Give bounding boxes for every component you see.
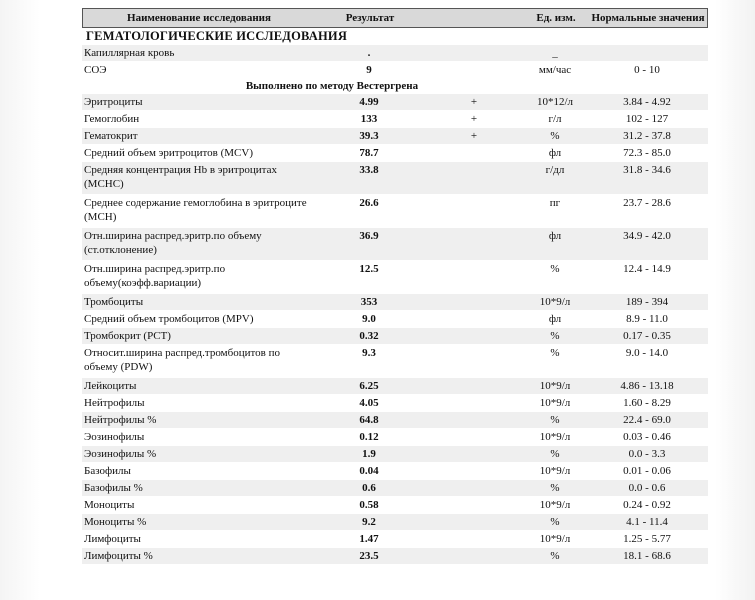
test-unit: 10*9/л bbox=[539, 465, 571, 477]
test-result: 9 bbox=[366, 64, 372, 76]
test-unit: % bbox=[550, 330, 560, 342]
test-name: Эозинофилы bbox=[84, 431, 145, 443]
table-row bbox=[82, 480, 708, 497]
reference-range: 1.60 - 8.29 bbox=[623, 397, 671, 409]
table-row bbox=[82, 261, 708, 294]
test-unit: 10*9/л bbox=[539, 431, 571, 443]
test-name: Моноциты % bbox=[84, 516, 147, 528]
test-unit: 10*9/л bbox=[539, 296, 571, 308]
reference-range bbox=[586, 45, 708, 46]
test-result: 0.32 bbox=[359, 330, 379, 342]
test-unit: % bbox=[550, 516, 560, 528]
reference-range: 12.4 - 14.9 bbox=[623, 263, 671, 275]
test-name: Капиллярная кровь bbox=[84, 47, 175, 59]
reference-range: 4.1 - 11.4 bbox=[626, 516, 668, 528]
reference-range: 1.25 - 5.77 bbox=[623, 533, 671, 545]
test-name: Средний объем тромбоцитов (MPV) bbox=[84, 313, 254, 325]
test-name: Гемоглобин bbox=[84, 113, 140, 125]
result-flag bbox=[424, 145, 524, 146]
reference-range: 102 - 127 bbox=[625, 113, 669, 125]
test-result: 0.12 bbox=[359, 431, 379, 443]
test-unit: фл bbox=[548, 230, 562, 242]
test-unit: % bbox=[550, 130, 560, 142]
test-unit: фл bbox=[548, 313, 562, 325]
result-flag bbox=[424, 328, 524, 329]
reference-range: 31.8 - 34.6 bbox=[623, 164, 671, 176]
result-flag bbox=[424, 446, 524, 447]
test-name: Нейтрофилы bbox=[84, 397, 145, 409]
test-result: 23.5 bbox=[359, 550, 379, 562]
test-name: Среднее содержание гемоглобина в эритроците (MCH) bbox=[84, 197, 307, 223]
table-row bbox=[82, 94, 708, 111]
table-row bbox=[82, 228, 708, 261]
test-result: 4.99 bbox=[359, 96, 379, 108]
reference-range: 34.9 - 42.0 bbox=[623, 230, 671, 242]
table-row bbox=[82, 345, 708, 378]
test-result: 9.0 bbox=[362, 313, 376, 325]
result-flag bbox=[424, 294, 524, 295]
test-name: Лейкоциты bbox=[84, 380, 137, 392]
test-result: 26.6 bbox=[359, 197, 379, 209]
result-flag: + bbox=[470, 96, 478, 108]
test-unit: % bbox=[550, 414, 560, 426]
table-row bbox=[82, 378, 708, 395]
test-name: Базофилы % bbox=[84, 482, 143, 494]
reference-range: 8.9 - 11.0 bbox=[626, 313, 668, 325]
test-name: Тромбокрит (PCT) bbox=[84, 330, 171, 342]
test-result: 6.25 bbox=[359, 380, 379, 392]
result-flag bbox=[424, 45, 524, 46]
result-flag bbox=[424, 378, 524, 379]
test-name: Средняя концентрация Hb в эритроцитах (MCHC) bbox=[84, 164, 277, 190]
table-row bbox=[82, 145, 708, 162]
reference-range: 18.1 - 68.6 bbox=[623, 550, 671, 562]
reference-range: 0.17 - 0.35 bbox=[623, 330, 671, 342]
test-name: Отн.ширина распред.эритр.по объему (ст.отклонение) bbox=[84, 230, 262, 256]
test-result: 0.04 bbox=[359, 465, 379, 477]
test-result: 353 bbox=[360, 296, 378, 308]
test-result: 33.8 bbox=[359, 164, 379, 176]
result-flag bbox=[424, 514, 524, 515]
test-name: Отн.ширина распред.эритр.по объему(коэфф.вариации) bbox=[84, 263, 226, 289]
table-row bbox=[82, 429, 708, 446]
reference-range: 72.3 - 85.0 bbox=[623, 147, 671, 159]
result-flag: + bbox=[470, 130, 478, 142]
header-unit: Ед. изм. bbox=[536, 12, 576, 24]
test-unit: % bbox=[550, 550, 560, 562]
table-row bbox=[82, 497, 708, 514]
test-result: 0.6 bbox=[362, 482, 376, 494]
result-flag: + bbox=[470, 113, 478, 125]
test-result: 64.8 bbox=[359, 414, 379, 426]
table-row bbox=[82, 328, 708, 345]
result-flag bbox=[424, 429, 524, 430]
test-result: 4.05 bbox=[359, 397, 379, 409]
lab-results-sheet bbox=[82, 8, 708, 565]
test-name: СОЭ bbox=[84, 64, 107, 76]
result-flag bbox=[424, 195, 524, 196]
test-result: 9.2 bbox=[362, 516, 376, 528]
test-unit: % bbox=[550, 263, 560, 275]
table-row bbox=[82, 128, 708, 145]
result-flag bbox=[424, 395, 524, 396]
test-unit: пг bbox=[549, 197, 561, 209]
table-header bbox=[82, 8, 708, 28]
reference-range: 9.0 - 14.0 bbox=[625, 347, 669, 359]
test-name: Тромбоциты bbox=[84, 296, 144, 308]
test-unit: % bbox=[550, 448, 560, 460]
result-flag bbox=[424, 261, 524, 262]
header-norm: Нормальные значения bbox=[591, 12, 705, 24]
test-unit: г/л bbox=[548, 113, 562, 125]
result-flag bbox=[424, 497, 524, 498]
table-row bbox=[82, 195, 708, 228]
result-flag bbox=[424, 228, 524, 229]
reference-range: 0.0 - 3.3 bbox=[628, 448, 666, 460]
test-unit: 10*9/л bbox=[539, 499, 571, 511]
result-flag bbox=[424, 162, 524, 163]
test-name: Эритроциты bbox=[84, 96, 143, 108]
test-unit: 10*9/л bbox=[539, 397, 571, 409]
table-row bbox=[82, 531, 708, 548]
test-name: Относит.ширина распред.тромбоцитов по объему (PDW) bbox=[84, 347, 280, 373]
header-name: Наименование исследования bbox=[127, 12, 271, 24]
test-name: Лимфоциты % bbox=[84, 550, 153, 562]
reference-range: 0.24 - 0.92 bbox=[623, 499, 671, 511]
table-row bbox=[82, 548, 708, 565]
result-flag bbox=[424, 531, 524, 532]
table-row bbox=[82, 514, 708, 531]
result-flag bbox=[424, 463, 524, 464]
test-unit: г/дл bbox=[545, 164, 565, 176]
section-title: ГЕМАТОЛОГИЧЕСКИЕ ИССЛЕДОВАНИЯ bbox=[86, 29, 348, 43]
reference-range: 31.2 - 37.8 bbox=[623, 130, 671, 142]
test-unit: 10*9/л bbox=[539, 380, 571, 392]
table-row bbox=[82, 45, 708, 62]
reference-range: 23.7 - 28.6 bbox=[623, 197, 671, 209]
table-row bbox=[82, 62, 708, 79]
results-table-body bbox=[82, 45, 708, 565]
test-unit: 10*9/л bbox=[539, 533, 571, 545]
result-flag bbox=[424, 62, 524, 63]
result-flag bbox=[424, 345, 524, 346]
reference-range: 0.01 - 0.06 bbox=[623, 465, 671, 477]
test-name: Эозинофилы % bbox=[84, 448, 157, 460]
table-row bbox=[82, 311, 708, 328]
test-result: 78.7 bbox=[359, 147, 379, 159]
reference-range: 3.84 - 4.92 bbox=[623, 96, 671, 108]
test-name: Лимфоциты bbox=[84, 533, 141, 545]
test-result: 36.9 bbox=[359, 230, 379, 242]
table-row bbox=[82, 412, 708, 429]
test-result: 1.47 bbox=[359, 533, 379, 545]
reference-range: 0.03 - 0.46 bbox=[623, 431, 671, 443]
test-result: 12.5 bbox=[359, 263, 379, 275]
table-row bbox=[82, 111, 708, 128]
reference-range: 189 - 394 bbox=[625, 296, 669, 308]
reference-range: 4.86 - 13.18 bbox=[620, 380, 674, 392]
method-note: Выполнено по методу Вестергрена bbox=[245, 80, 419, 92]
result-flag bbox=[424, 412, 524, 413]
table-row bbox=[82, 463, 708, 480]
reference-range: 22.4 - 69.0 bbox=[623, 414, 671, 426]
test-result: 9.3 bbox=[362, 347, 376, 359]
table-row bbox=[82, 446, 708, 463]
test-name: Гематокрит bbox=[84, 130, 138, 142]
header-result: Результат bbox=[345, 12, 395, 24]
test-result: 39.3 bbox=[359, 130, 379, 142]
reference-range: 0.0 - 0.6 bbox=[628, 482, 666, 494]
test-unit: мм/час bbox=[538, 64, 572, 76]
test-result: 133 bbox=[360, 113, 378, 125]
test-unit: % bbox=[550, 482, 560, 494]
test-unit: _ bbox=[552, 47, 558, 59]
reference-range: 0 - 10 bbox=[634, 64, 660, 76]
table-row bbox=[82, 395, 708, 412]
test-result: . bbox=[367, 47, 371, 59]
result-flag bbox=[424, 548, 524, 549]
result-flag bbox=[424, 311, 524, 312]
test-name: Нейтрофилы % bbox=[84, 414, 157, 426]
test-name: Моноциты bbox=[84, 499, 135, 511]
test-unit: 10*12/л bbox=[536, 96, 574, 108]
result-flag bbox=[424, 480, 524, 481]
test-unit: фл bbox=[548, 147, 562, 159]
test-name: Базофилы bbox=[84, 465, 131, 477]
test-name: Средний объем эритроцитов (MCV) bbox=[84, 147, 254, 159]
table-row bbox=[82, 294, 708, 311]
test-unit: % bbox=[550, 347, 560, 359]
test-result: 1.9 bbox=[362, 448, 376, 460]
test-result: 0.58 bbox=[359, 499, 379, 511]
table-row bbox=[82, 162, 708, 195]
